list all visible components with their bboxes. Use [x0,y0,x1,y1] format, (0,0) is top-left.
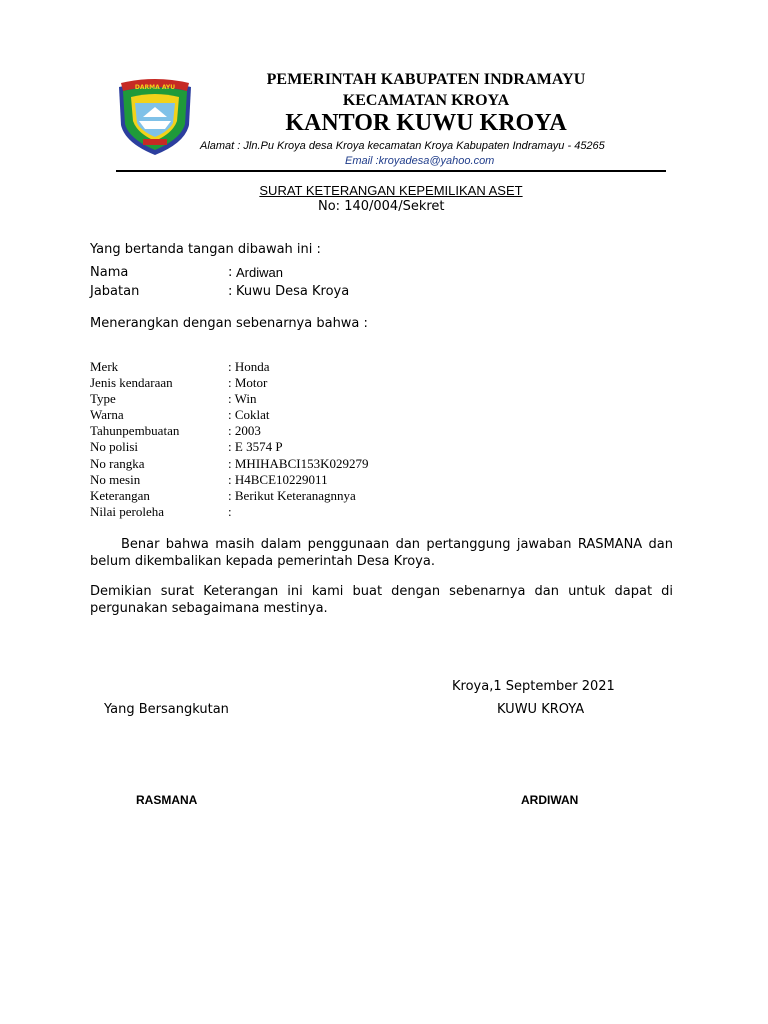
statement-text: Menerangkan dengan sebenarnya bahwa : [90,316,368,331]
detail-label: No rangka [90,456,145,471]
detail-label: Merk [90,359,119,374]
logo-text: DARMA AYU [134,84,176,91]
header-email: Email :kroyadesa@yahoo.com [345,155,495,167]
signer-name-label: Nama [90,265,129,280]
detail-value: : E 3574 P [228,439,283,454]
signer-position-label: Jabatan [90,284,140,299]
signer-name-colon: : [228,265,233,280]
detail-value: : 2003 [228,423,261,438]
detail-value: : Honda [228,359,270,374]
signer-name-value: Ardiwan [236,265,283,280]
header-office: KANTOR KUWU KROYA [285,110,567,136]
letter-number: No: 140/004/Sekret [318,199,445,214]
detail-label: Tahunpembuatan [90,423,180,438]
detail-label: No polisi [90,439,139,454]
place-date: Kroya,1 September 2021 [452,679,615,694]
detail-value: : H4BCE10229011 [228,472,328,487]
detail-label: Jenis kendaraan [90,375,173,390]
detail-label: No mesin [90,472,141,487]
paragraph-usage: Benar bahwa masih dalam penggunaan dan pertanggung jawaban RASMANA dan belum dikembalikan kepada pemerintah Desa Kroya. [90,537,673,569]
detail-value: : [228,504,232,519]
detail-label: Warna [90,407,124,422]
detail-value: : Motor [228,375,268,390]
regency-emblem-logo [113,77,197,157]
intro-text: Yang bertanda tangan dibawah ini : [90,242,321,257]
left-signatory-name: RASMANA [136,793,198,807]
signer-position-colon: : [228,284,233,299]
detail-label: Keterangan [90,488,150,503]
detail-value: : MHIHABCI153K029279 [228,456,369,471]
left-signatory-role: Yang Bersangkutan [104,702,229,717]
detail-label: Nilai peroleha [90,504,164,519]
detail-label: Type [90,391,116,406]
detail-value: : Berikut Keteranagnnya [228,488,356,503]
detail-value: : Win [228,391,257,406]
letter-title: SURAT KETERANGAN KEPEMILIKAN ASET [259,183,523,198]
paragraph-closing: Demikian surat Keterangan ini kami buat dengan sebenarnya dan untuk dapat di pergunakan sebagaimana mestinya. [90,584,673,616]
detail-value: : Coklat [228,407,270,422]
signer-position-value: Kuwu Desa Kroya [236,284,350,299]
right-signatory-role: KUWU KROYA [497,702,585,717]
header-divider [116,170,666,172]
right-signatory-name: ARDIWAN [521,793,579,807]
header-district: KECAMATAN KROYA [342,92,510,109]
header-government: PEMERINTAH KABUPATEN INDRAMAYU [266,71,586,88]
header-address: Alamat : Jln.Pu Kroya desa Kroya kecamatan Kroya Kabupaten Indramayu - 45265 [200,140,605,152]
